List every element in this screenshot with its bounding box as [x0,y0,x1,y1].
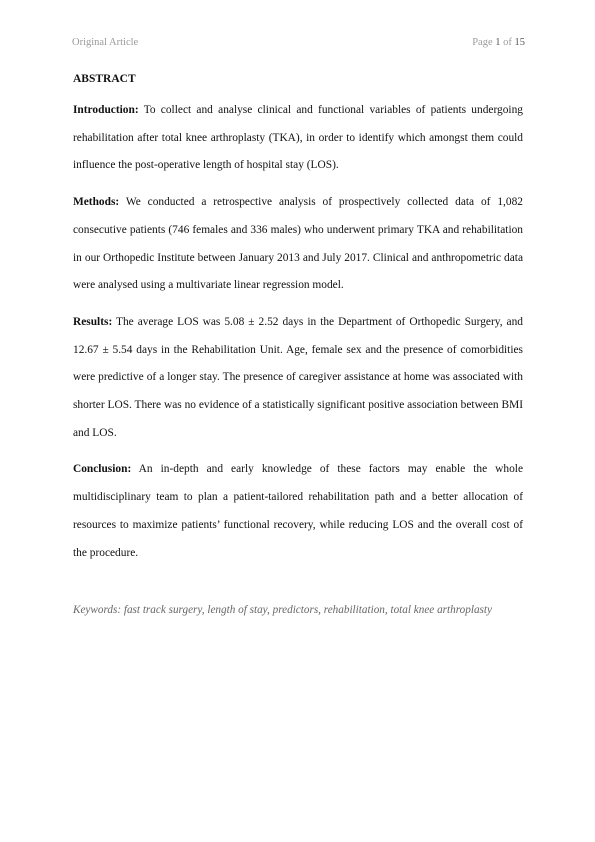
page-of: of [503,37,512,48]
keywords-label: Keywords: [73,604,122,617]
article-type-label: Original Article [72,37,139,48]
keywords-text: fast track surgery, length of stay, predictors, rehabilitation, total knee arthroplasty [123,604,492,617]
conclusion-paragraph [73,456,523,567]
page-prefix: Page [472,37,493,48]
results-text: The average LOS was 5.08 ± 2.52 days in the Department of Orthopedic Surgery, and 12.67 ± 5.54 days in the Rehabilitation Unit. Age, female sex and the presence of comorbidities were predictive of a longer stay. The presence of caregiver assistance at home was associated with shorter LOS. There was no evidence of a statistically significant positive association between BMI and LOS. [73,315,523,439]
page-total: 15 [514,37,525,48]
methods-label: Methods: [73,196,120,209]
abstract-section [73,70,523,618]
methods-text: We conducted a retrospective analysis of prospectively collected data of 1,082 consecutive patients (746 females and 336 males) who underwent primary TKA and rehabilitation in our Orthopedic Institute between January 2013 and July 2017. Clinical and anthropometric data were analysed using a multivariate linear regression model. [73,196,523,292]
results-paragraph [73,309,523,448]
page-header [72,37,525,51]
conclusion-label: Conclusion: [73,463,132,476]
introduction-text: To collect and analyse clinical and functional variables of patients undergoing rehabilitation after total knee arthroplasty (TKA), in order to identify which amongst them could influence the post-operative length of hospital stay (LOS). [73,104,523,172]
methods-paragraph [73,189,523,300]
keywords-line [73,602,523,618]
introduction-paragraph [73,97,523,180]
page-current: 1 [495,37,501,48]
results-label: Results: [73,315,113,328]
introduction-label: Introduction: [73,104,139,116]
abstract-heading: ABSTRACT [73,73,136,85]
conclusion-text: An in-depth and early knowledge of these factors may enable the whole multidisciplinary team to plan a patient-tailored rehabilitation path and a better allocation of resources to maximize patients’ functional recovery, while reducing LOS and the overall cost of the procedure. [73,463,523,559]
page-number [472,37,525,48]
